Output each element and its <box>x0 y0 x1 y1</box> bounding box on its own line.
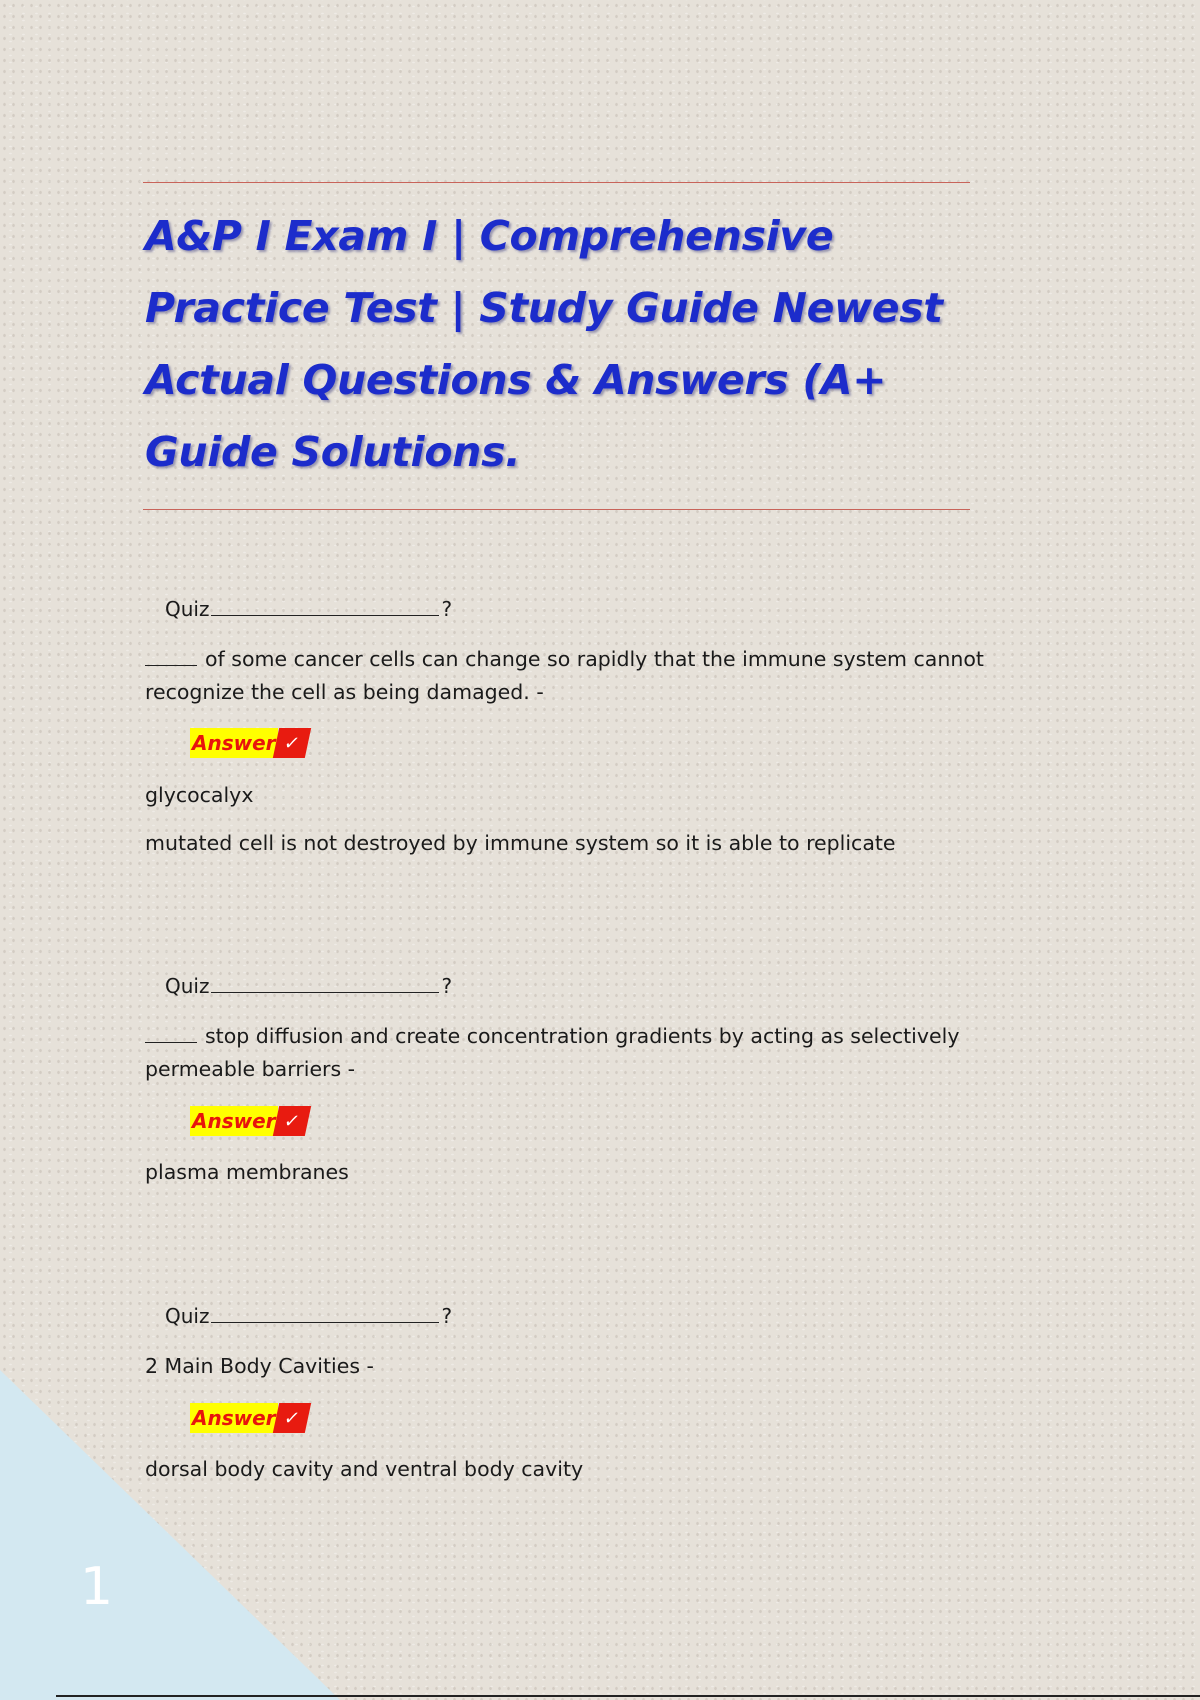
answer-badge <box>190 1106 308 1136</box>
fill-in-blank <box>145 1032 197 1043</box>
question-text <box>145 1350 1045 1383</box>
checkmark-icon: ✓ <box>272 728 310 758</box>
answer-2-line-1: plasma membranes <box>145 1160 349 1184</box>
footer-rule <box>56 1695 1200 1697</box>
quiz-suffix: ? <box>441 974 453 998</box>
answer-3-line-1: dorsal body cavity and ventral body cavity <box>145 1457 584 1481</box>
quiz-blank <box>211 1308 439 1323</box>
question-3-text: 2 Main Body Cavities - <box>145 1354 374 1378</box>
quiz-heading <box>165 974 452 998</box>
question-text <box>145 643 1045 709</box>
quiz-blank <box>211 601 439 616</box>
quiz-heading <box>165 1304 452 1328</box>
question-2-text: stop diffusion and create concentration gradients by acting as selectively permeable barriers - <box>145 1024 960 1081</box>
quiz-label: Quiz <box>165 974 210 998</box>
title-top-rule <box>143 182 970 183</box>
answer-label: Answer <box>190 728 278 758</box>
document-title <box>145 200 965 488</box>
question-1-text: of some cancer cells can change so rapidly that the immune system cannot recognize the cell as being damaged. - <box>145 647 984 704</box>
title-line-3: Actual Questions & Answers (A+ <box>145 356 887 404</box>
title-line-2: Practice Test | Study Guide Newest <box>145 284 943 332</box>
quiz-label: Quiz <box>165 597 210 621</box>
answer-badge <box>190 1403 308 1433</box>
quiz-suffix: ? <box>441 597 453 621</box>
title-line-1: A&P I Exam I | Comprehensive <box>145 212 834 260</box>
quiz-label: Quiz <box>165 1304 210 1328</box>
answer-badge <box>190 728 308 758</box>
answer-1-line-1: glycocalyx <box>145 783 254 807</box>
page-number: 1 <box>80 1557 114 1617</box>
quiz-suffix: ? <box>441 1304 453 1328</box>
fill-in-blank <box>145 655 197 666</box>
title-line-4: Guide Solutions. <box>145 428 521 476</box>
checkmark-icon: ✓ <box>272 1106 310 1136</box>
answer-1-line-2: mutated cell is not destroyed by immune system so it is able to replicate <box>145 831 896 855</box>
quiz-blank <box>211 978 439 993</box>
answer-label: Answer <box>190 1106 278 1136</box>
checkmark-icon: ✓ <box>272 1403 310 1433</box>
title-bottom-rule <box>143 509 970 510</box>
quiz-heading <box>165 597 452 621</box>
answer-label: Answer <box>190 1403 278 1433</box>
question-text <box>145 1020 1045 1086</box>
